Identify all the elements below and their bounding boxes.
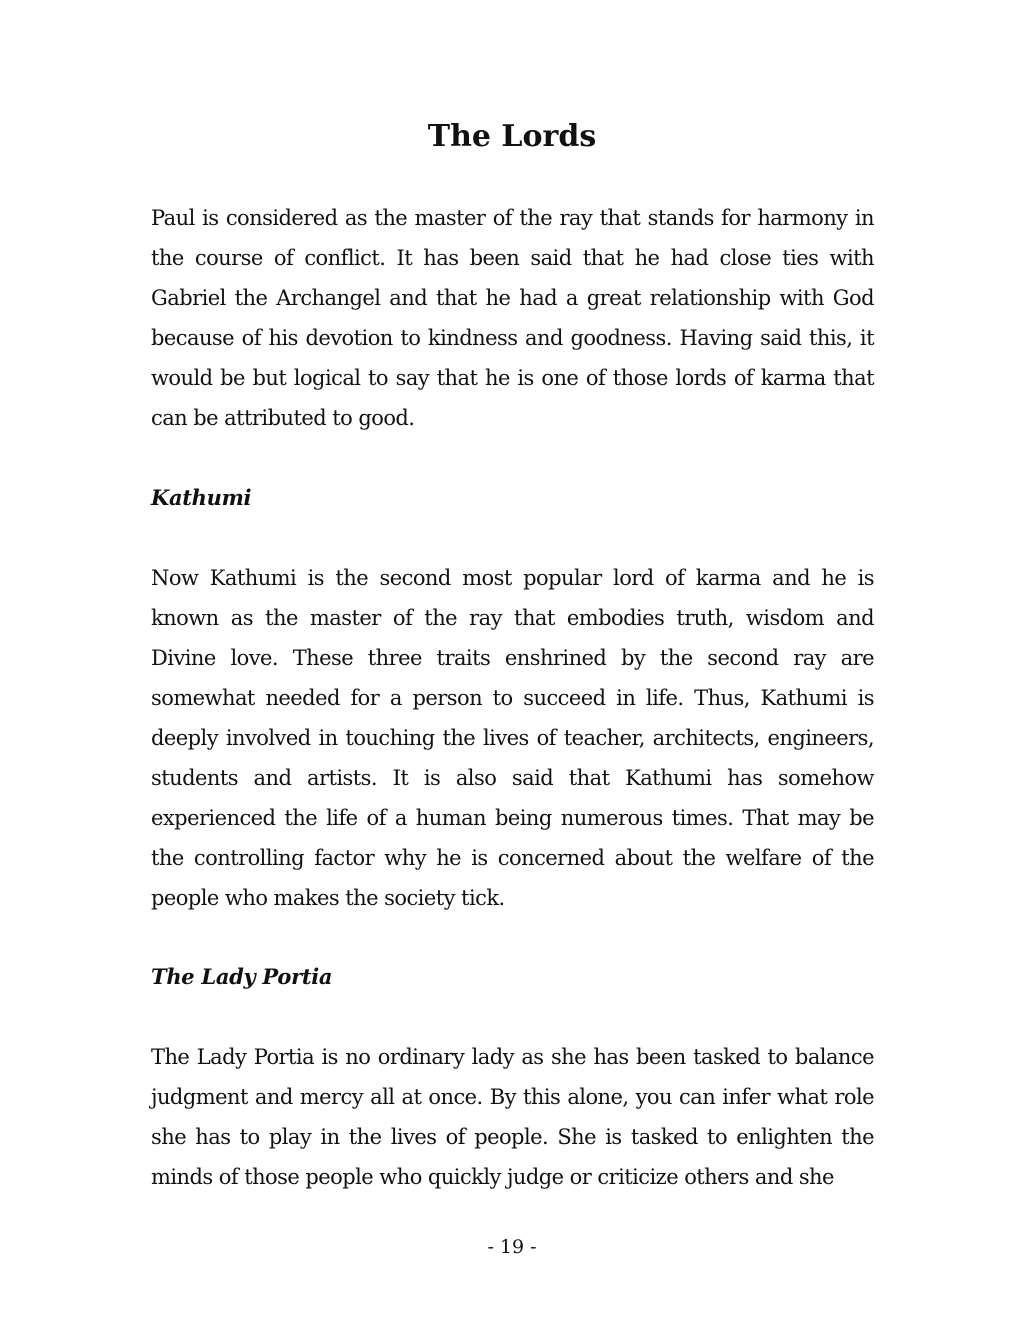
paragraph-lady-portia: The Lady Portia is no ordinary lady as she has been tasked to balance judgment and mercy all at once. By this alone, you can infer what role she has to play in the lives of people. She is tasked to enlighten the minds of those people who quickly judge or criticize others and she bbox=[151, 1045, 874, 1189]
page-title: The Lords bbox=[427, 119, 597, 154]
paragraph-paul: Paul is considered as the master of the ray that stands for harmony in the course of conflict. It has been said that he had close ties with Gabriel the Archangel and that he had a great relationship with God because of his devotion to kindness and goodness. Having said this, it would be but logical to say that he is one of those lords of karma that can be attributed to good. bbox=[151, 206, 874, 430]
section-heading-kathumi: Kathumi bbox=[151, 485, 252, 510]
paragraph-kathumi: Now Kathumi is the second most popular lord of karma and he is known as the master of the ray that embodies truth, wisdom and Divine love. These three traits enshrined by the second ray are somewhat needed for a person to succeed in life. Thus, Kathumi is deeply involved in touching the lives of teacher, architects, engineers, students and artists. It is also said that Kathumi has somehow experienced the life of a human being numerous times. That may be the controlling factor why he is concerned about the welfare of the people who makes the society tick. bbox=[151, 566, 874, 910]
page-number: - 19 - bbox=[487, 1236, 537, 1258]
section-heading-lady-portia: The Lady Portia bbox=[151, 964, 333, 989]
